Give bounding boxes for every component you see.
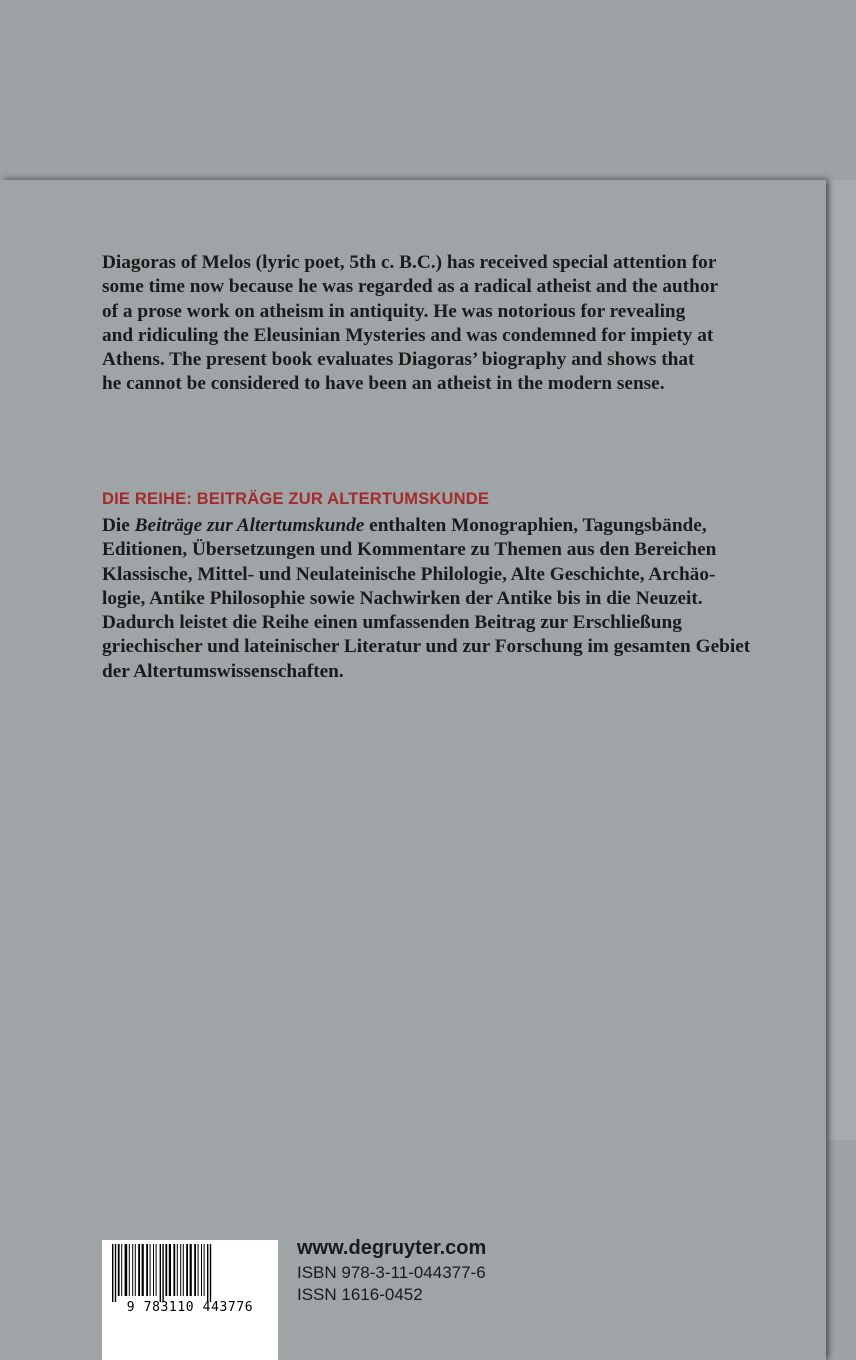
barcode-bar — [129, 1244, 130, 1296]
barcode-bar — [112, 1244, 113, 1302]
barcode-bar — [180, 1244, 181, 1296]
barcode-bar — [204, 1244, 205, 1296]
barcode-bar — [165, 1244, 167, 1296]
barcode-bar — [190, 1244, 192, 1296]
barcode-bar — [135, 1244, 136, 1296]
isbn-barcode — [102, 1240, 278, 1360]
barcode-bar — [186, 1244, 188, 1296]
series-title: Beiträge zur Altertumskunde — [134, 515, 365, 536]
barcode-bar — [132, 1244, 133, 1296]
barcode-bar — [150, 1244, 151, 1296]
series-body-prefix: Die — [102, 515, 135, 536]
barcode-bar — [121, 1244, 122, 1296]
series-body-text: enthalten Monographien, Tagungsbände, Editionen, Übersetzungen und Kommentare zu Themen aus den Bereichen Klassische, Mittel- und Neulateinische Philologie, Alte Geschichte, Archäo- logie, Antike Philosophie sowie Nachwirken der Antike bis in die Neuzeit. Dadurch leistet die Reihe einen umfassenden Beitrag zur Erschließung griechischer und lateinischer Literatur und zur Forschung im gesamten Gebiet der Altertumswissenschaften. — [102, 515, 751, 682]
barcode-bar — [160, 1244, 161, 1302]
series-heading: DIE REIHE: BEITRÄGE ZUR ALTERTUMSKUNDE — [102, 490, 490, 508]
barcode-bar — [138, 1244, 140, 1296]
barcode-bar — [210, 1244, 211, 1302]
barcode-bar — [169, 1244, 171, 1296]
barcode-digits: 9 783110 443776 — [126, 1300, 254, 1315]
barcode-bar — [183, 1244, 184, 1296]
barcode-bar — [118, 1244, 120, 1296]
barcode-bar — [142, 1244, 144, 1296]
publisher-url: www.degruyter.com — [297, 1237, 487, 1259]
barcode-bars — [110, 1244, 270, 1304]
barcode-bar — [125, 1244, 128, 1296]
barcode-bar — [115, 1244, 116, 1302]
book-abstract: Diagoras of Melos (lyric poet, 5th c. B.C.) has received special attention for some time now because he was regarded as a radical atheist and the author of a prose work on atheism in antiquity. He was notorious for revealing and ridiculing the Eleusinian Mysteries and was condemned for impiety at Athens. The present book evaluates Diagoras’ biography and shows that he cannot be considered to have been an atheist in the modern sense. — [102, 252, 719, 395]
barcode-bar — [207, 1244, 208, 1302]
barcode-bar — [146, 1244, 148, 1296]
barcode-bar — [198, 1244, 199, 1296]
barcode-bar — [201, 1244, 202, 1296]
barcode-bar — [156, 1244, 157, 1296]
issn-number: ISSN 1616-0452 — [297, 1285, 423, 1304]
barcode-bar — [153, 1244, 154, 1296]
barcode-bar — [194, 1244, 196, 1296]
series-description — [102, 514, 762, 684]
barcode-bar — [177, 1244, 178, 1296]
isbn-number: ISBN 978-3-11-044377-6 — [297, 1263, 486, 1282]
barcode-bar — [162, 1244, 163, 1302]
barcode-bar — [173, 1244, 175, 1296]
adjacent-cover-strip — [826, 180, 856, 1140]
